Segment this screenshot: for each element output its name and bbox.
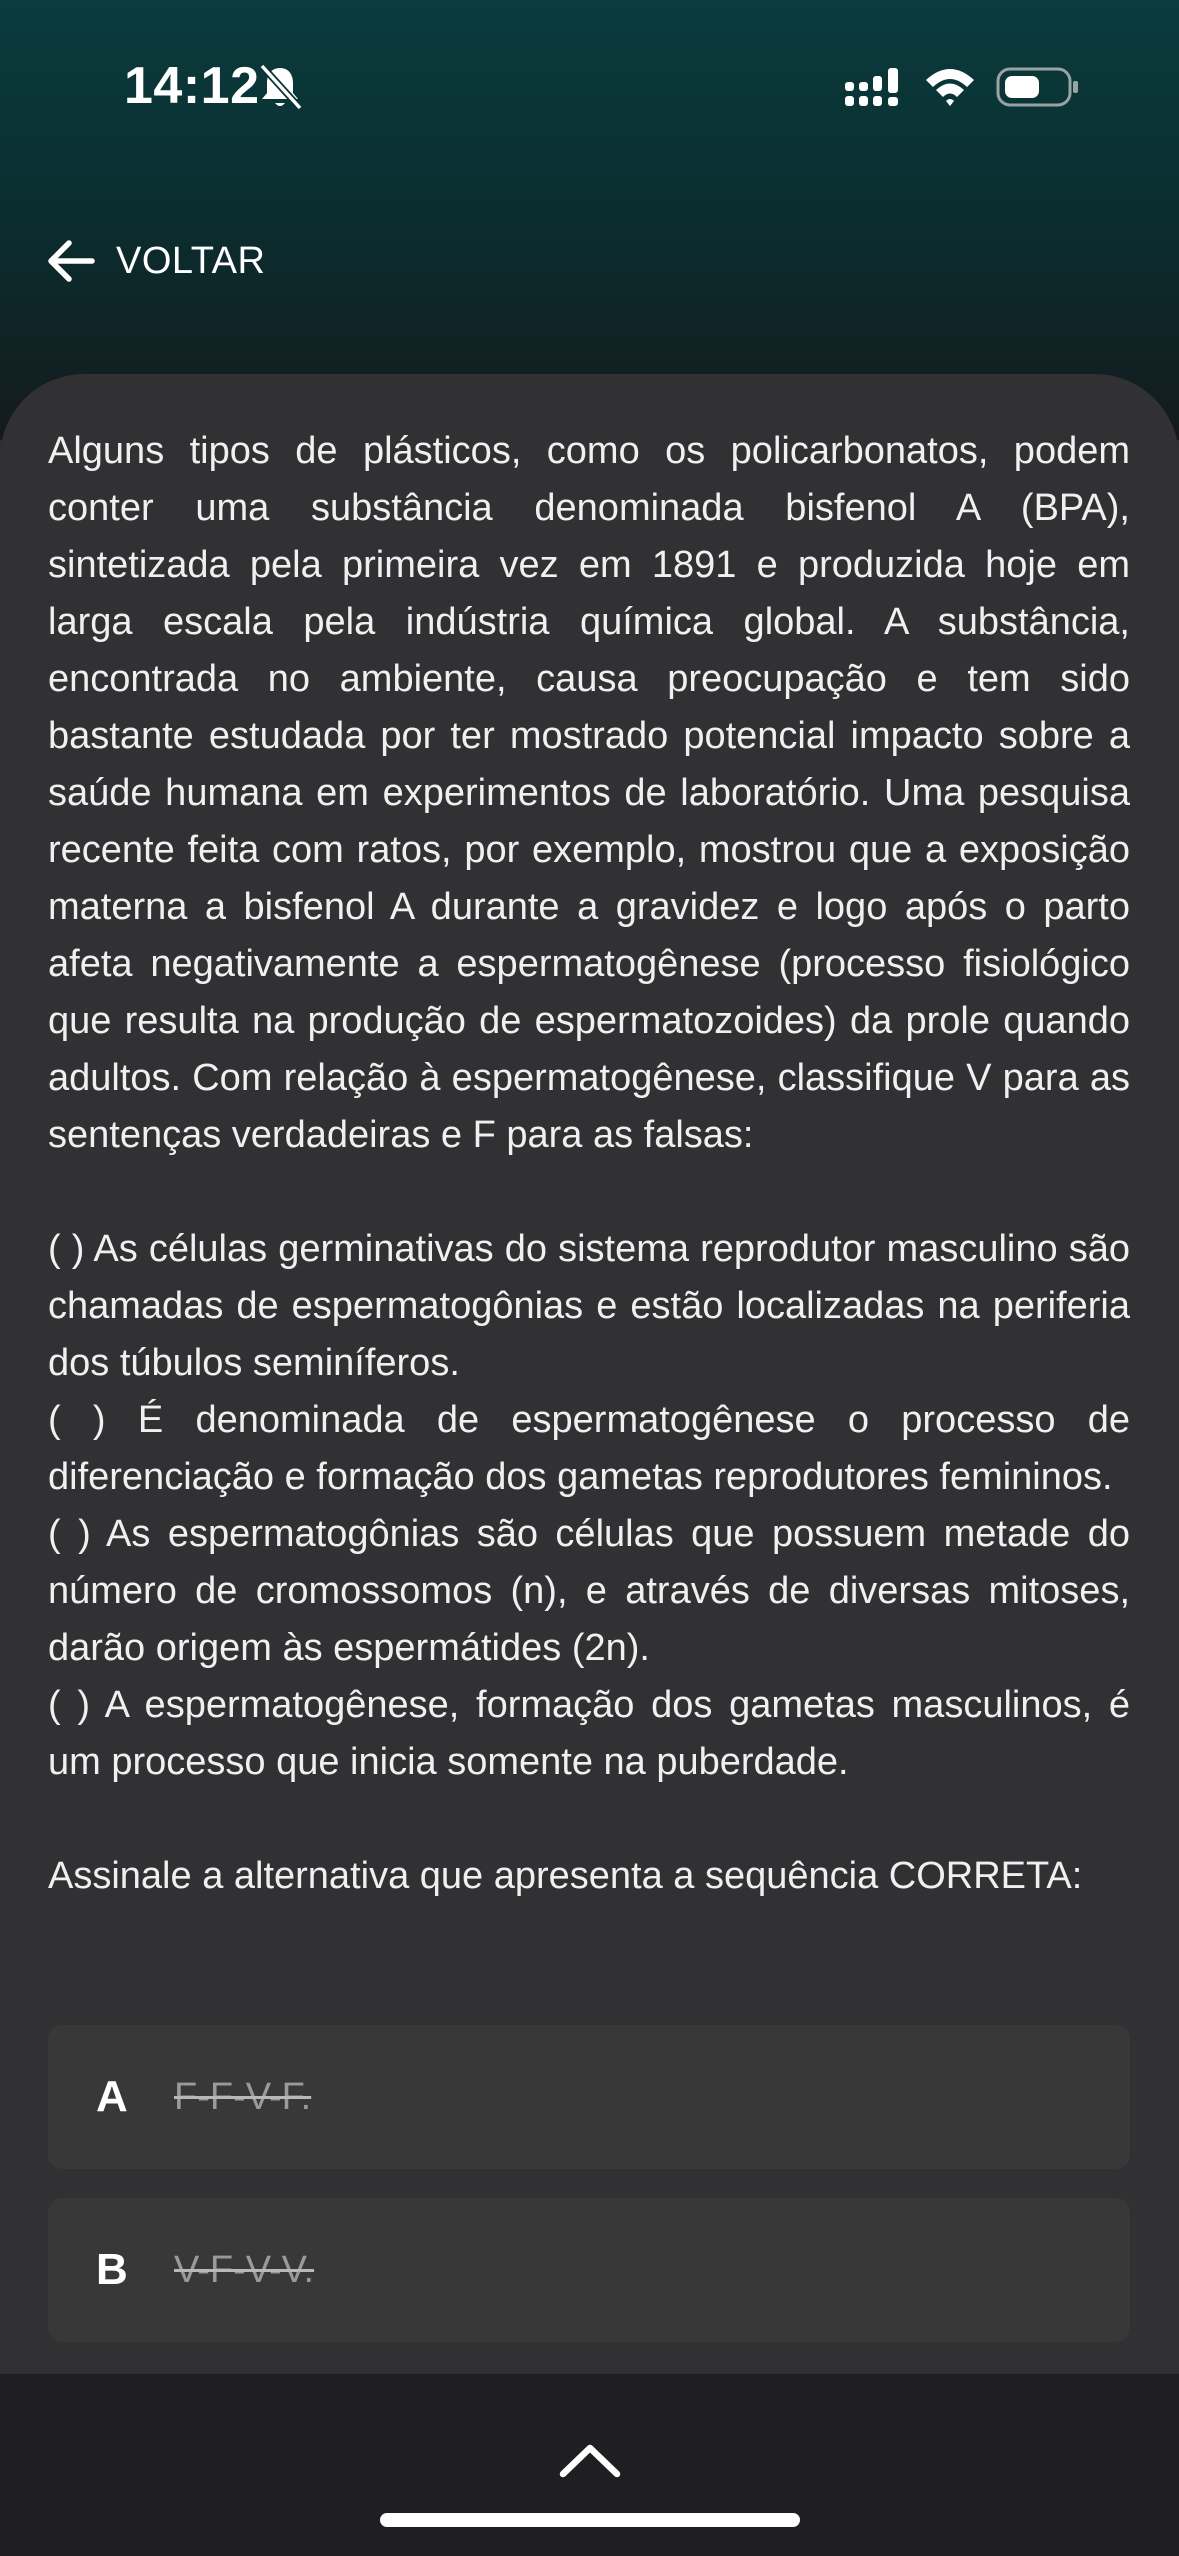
option-b[interactable] [48, 2198, 1130, 2342]
statement-1: ( ) As células germinativas do sistema reprodutor masculino são chamadas de espermatogônias e estão localizadas na periferia dos túbulos seminíferos. [48, 1228, 1130, 1384]
chevron-up-icon[interactable] [557, 2440, 623, 2480]
home-indicator[interactable] [380, 2513, 800, 2527]
arrow-left-icon [44, 234, 98, 288]
option-letter: B [96, 2245, 128, 2294]
wifi-icon [922, 64, 978, 108]
signal-icon [843, 66, 907, 108]
option-text: F-F-V-F. [174, 2075, 312, 2118]
option-text: V-F-V-V. [174, 2248, 315, 2291]
back-label: VOLTAR [116, 239, 266, 282]
option-letter: A [96, 2072, 128, 2121]
bell-slash-icon [256, 62, 304, 112]
status-time: 14:12 [124, 57, 260, 115]
question-prompt: Assinale a alternativa que apresenta a sequência CORRETA: [48, 1855, 1083, 1897]
statement-2: ( ) É denominada de espermatogênese o processo de diferenciação e formação dos gametas reprodutores femininos. [48, 1399, 1130, 1498]
battery-icon [996, 66, 1080, 108]
question-body [48, 423, 1130, 1905]
back-button[interactable] [44, 226, 265, 296]
option-a[interactable] [48, 2025, 1130, 2169]
question-intro: Alguns tipos de plásticos, como os policarbonatos, podem conter uma substância denominada bisfenol A (BPA), sintetizada pela primeira vez em 1891 e produzida hoje em larga escala pela indústria química global. A substância, encontrada no ambiente, causa preocupação e tem sido bastante estudada por ter mostrado potencial impacto sobre a saúde humana em experimentos de laboratório. Uma pesquisa recente feita com ratos, por exemplo, mostrou que a exposição materna a bisfenol A durante a gravidez e logo após o parto afeta negativamente a espermatogênese (processo fisiológico que resulta na produção de espermatozoides) da prole quando adultos. Com relação à espermatogênese, classifique V para as sentenças verdadeiras e F para as falsas: [48, 430, 1130, 1156]
statement-3: ( ) As espermatogônias são células que possuem metade do número de cromossomos (n), e através de diversas mitoses, darão origem às espermátides (2n). [48, 1513, 1130, 1669]
statement-4: ( ) A espermatogênese, formação dos gametas masculinos, é um processo que inicia somente na puberdade. [48, 1684, 1130, 1783]
